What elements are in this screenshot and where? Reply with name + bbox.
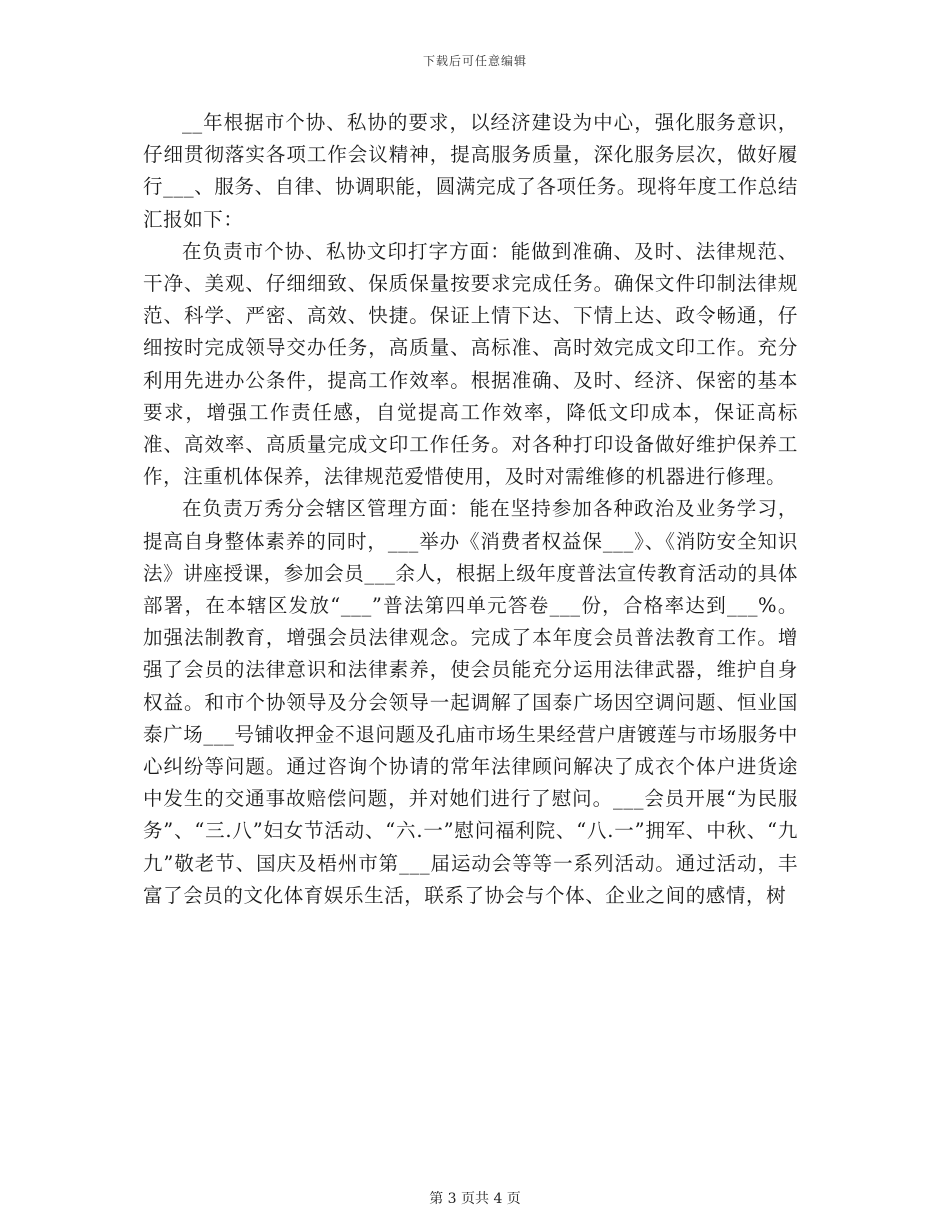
page-header: 下载后可任意编辑	[422, 54, 527, 68]
paragraph-printing-work: 在负责市个协、私协文印打字方面：能做到准确、及时、法律规范、干净、美观、仔细细致、保质保量按要求完成任务。确保文件印制法律规范、科学、严密、高效、快捷。保证上情下达、下情上达、政令畅通，仔细按时完成领导交办任务，高质量、高标准、高时效完成文印工作。充分利用先进办公条件，提高工作效率。根据准确、及时、经济、保密的基本要求，增强工作责任感，自觉提高工作效率，降低文印成本，保证高标准、高效率、高质量完成文印工作任务。对各种打印设备做好维护保养工作，注重机体保养，法律规范爱惜使用，及时对需维修的机器进行修理。	[143, 239, 798, 489]
page-number: 第 3 页共 4 页	[429, 1191, 521, 1207]
document-body	[143, 107, 798, 912]
paragraph-intro: __年根据市个协、私协的要求，以经济建设为中心，强化服务意识，仔细贯彻落实各项工作会议精神，提高服务质量，深化服务层次，做好履行___、服务、自律、协调职能，圆满完成了各项任务。现将年度工作总结汇报如下：	[143, 111, 798, 231]
paragraph-branch-management: 在负责万秀分会辖区管理方面：能在坚持参加各种政治及业务学习，提高自身整体素养的同时，___举办《消费者权益保___》、《消防安全知识法》讲座授课，参加会员___余人，根据上级年度普法宣传教育活动的具体部署，在本辖区发放“___”普法第四单元答卷___份，合格率达到___%。加强法制教育，增强会员法律观念。完成了本年度会员普法教育工作。增强了会员的法律意识和法律素养，使会员能充分运用法律武器，维护自身权益。和市个协领导及分会领导一起调解了国泰广场因空调问题、恒业国泰广场___号铺收押金不退问题及孔庙市场生果经营户唐镀莲与市场服务中心纠纷等问题。通过咨询个协请的常年法律顾问解决了成衣个体户进货途中发生的交通事故赔偿问题，并对她们进行了慰问。___会员开展“为民服务”、“三.八”妇女节活动、“六.一”慰问福利院、“八.一”拥军、中秋、“九九”敬老节、国庆及梧州市第___届运动会等等一系列活动。通过活动，丰富了会员的文化体育娱乐生活，联系了协会与个体、企业之间的感情，树	[143, 497, 798, 907]
